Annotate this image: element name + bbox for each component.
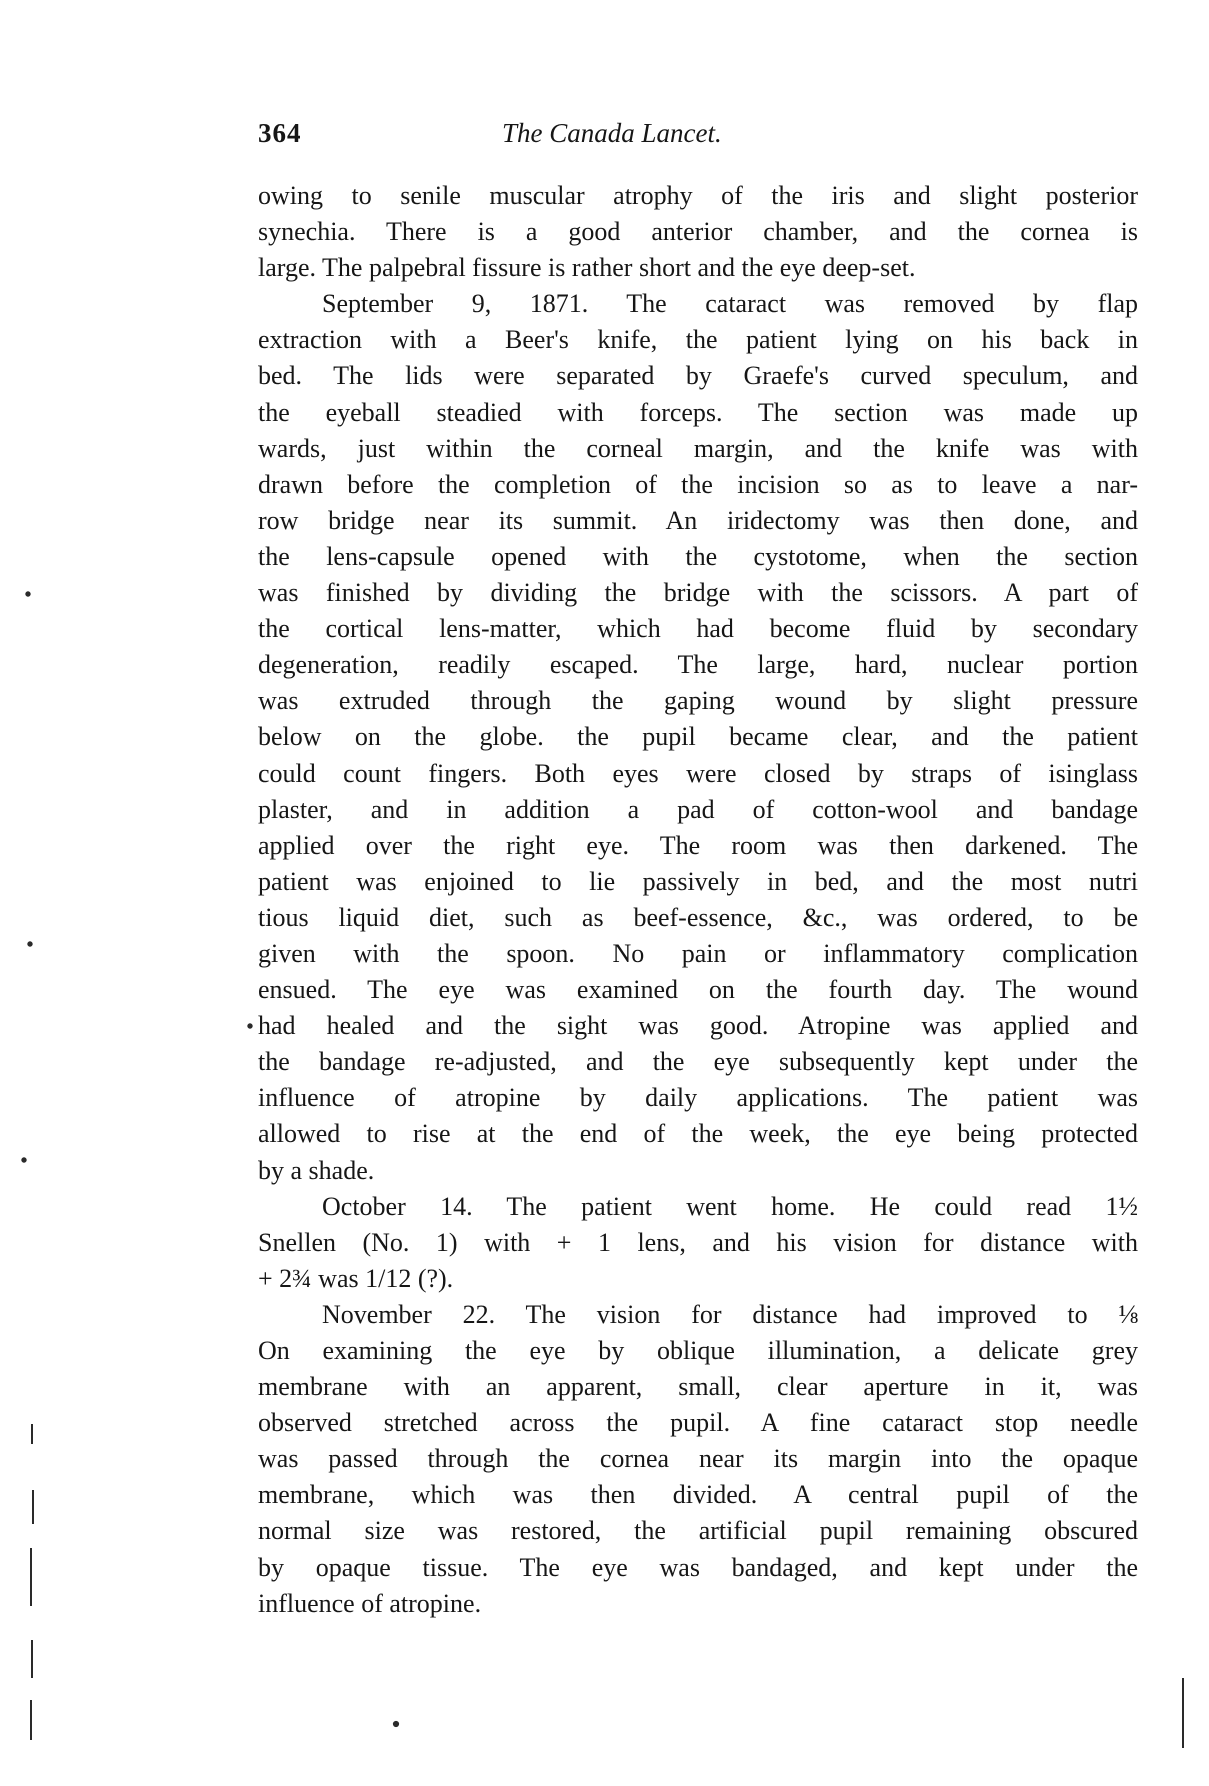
text-line: wards, just within the corneal margin, and the knife was with xyxy=(258,433,1138,463)
scan-speck xyxy=(26,592,30,596)
text-line: owing to senile muscular atrophy of the iris and slight posterior xyxy=(258,181,1138,210)
text-line: observed stretched across the pupil. A fine cataract stop needle xyxy=(258,1408,1138,1438)
text-line: normal size was restored, the artificial pupil remaining obscured xyxy=(258,1516,1138,1546)
text-line: the eyeball steadied with forceps. The section was made up xyxy=(258,397,1138,427)
text-line: row bridge near its summit. An iridectomy was then done, and xyxy=(258,505,1138,535)
scan-speck xyxy=(28,942,32,946)
running-title: The Canada Lancet. xyxy=(502,118,722,148)
text-line: extraction with a Beer's knife, the patient lying on his back in xyxy=(258,325,1138,355)
scan-speck xyxy=(393,1721,398,1726)
scan-speck xyxy=(22,1158,26,1162)
text-line: patient was enjoined to lie passively in bed, and the most nutri xyxy=(258,866,1138,896)
text-line: was passed through the cornea near its margin into the opaque xyxy=(258,1444,1138,1474)
text-line: large. The palpebral fissure is rather short and the eye deep-set. xyxy=(258,253,916,283)
text-line: synechia. There is a good anterior chamber, and the cornea is xyxy=(258,217,1138,247)
text-line: influence of atropine by daily applications. The patient was xyxy=(258,1083,1138,1113)
body-text xyxy=(258,178,1138,1622)
text-line: degeneration, readily escaped. The large, hard, nuclear portion xyxy=(258,650,1138,680)
text-line: allowed to rise at the end of the week, the eye being protected xyxy=(258,1119,1138,1149)
text-line: + 2¾ was 1/12 (?). xyxy=(258,1263,454,1293)
text-line: October 14. The patient went home. He could read 1½ xyxy=(322,1191,1138,1221)
text-line: was extruded through the gaping wound by slight pressure xyxy=(258,686,1138,716)
text-line: was finished by dividing the bridge with the scissors. A part of xyxy=(258,578,1138,608)
text-line: by opaque tissue. The eye was bandaged, and kept under the xyxy=(258,1552,1138,1582)
scan-speck xyxy=(248,1024,252,1028)
text-line: below on the globe. the pupil became clear, and the patient xyxy=(258,722,1138,752)
text-line: November 22. The vision for distance had improved to ⅛ xyxy=(322,1299,1138,1329)
page-header xyxy=(258,118,858,158)
text-line: applied over the right eye. The room was then darkened. The xyxy=(258,830,1138,860)
text-line: the lens-capsule opened with the cystotome, when the section xyxy=(258,541,1138,571)
text-line: membrane with an apparent, small, clear aperture in it, was xyxy=(258,1372,1138,1402)
page-number: 364 xyxy=(258,118,302,148)
text-line: membrane, which was then divided. A central pupil of the xyxy=(258,1480,1138,1510)
text-line: had healed and the sight was good. Atropine was applied and xyxy=(258,1011,1138,1041)
text-line: drawn before the completion of the incision so as to leave a nar- xyxy=(258,469,1138,499)
text-line: tious liquid diet, such as beef-essence, &c., was ordered, to be xyxy=(258,902,1138,932)
text-line: bed. The lids were separated by Graefe's curved speculum, and xyxy=(258,361,1138,391)
text-line: ensued. The eye was examined on the fourth day. The wound xyxy=(258,975,1138,1005)
text-line: Snellen (No. 1) with + 1 lens, and his vision for distance with xyxy=(258,1227,1138,1257)
text-line: by a shade. xyxy=(258,1155,375,1185)
text-line: September 9, 1871. The cataract was removed by flap xyxy=(322,289,1138,319)
text-line: given with the spoon. No pain or inflammatory complication xyxy=(258,938,1138,968)
text-line: the cortical lens-matter, which had become fluid by secondary xyxy=(258,614,1138,644)
text-line: the bandage re-adjusted, and the eye subsequently kept under the xyxy=(258,1047,1138,1077)
text-line: plaster, and in addition a pad of cotton-wool and bandage xyxy=(258,794,1138,824)
text-line: On examining the eye by oblique illumination, a delicate grey xyxy=(258,1336,1138,1365)
text-line: could count fingers. Both eyes were closed by straps of isinglass xyxy=(258,758,1138,788)
text-line: influence of atropine. xyxy=(258,1588,482,1618)
